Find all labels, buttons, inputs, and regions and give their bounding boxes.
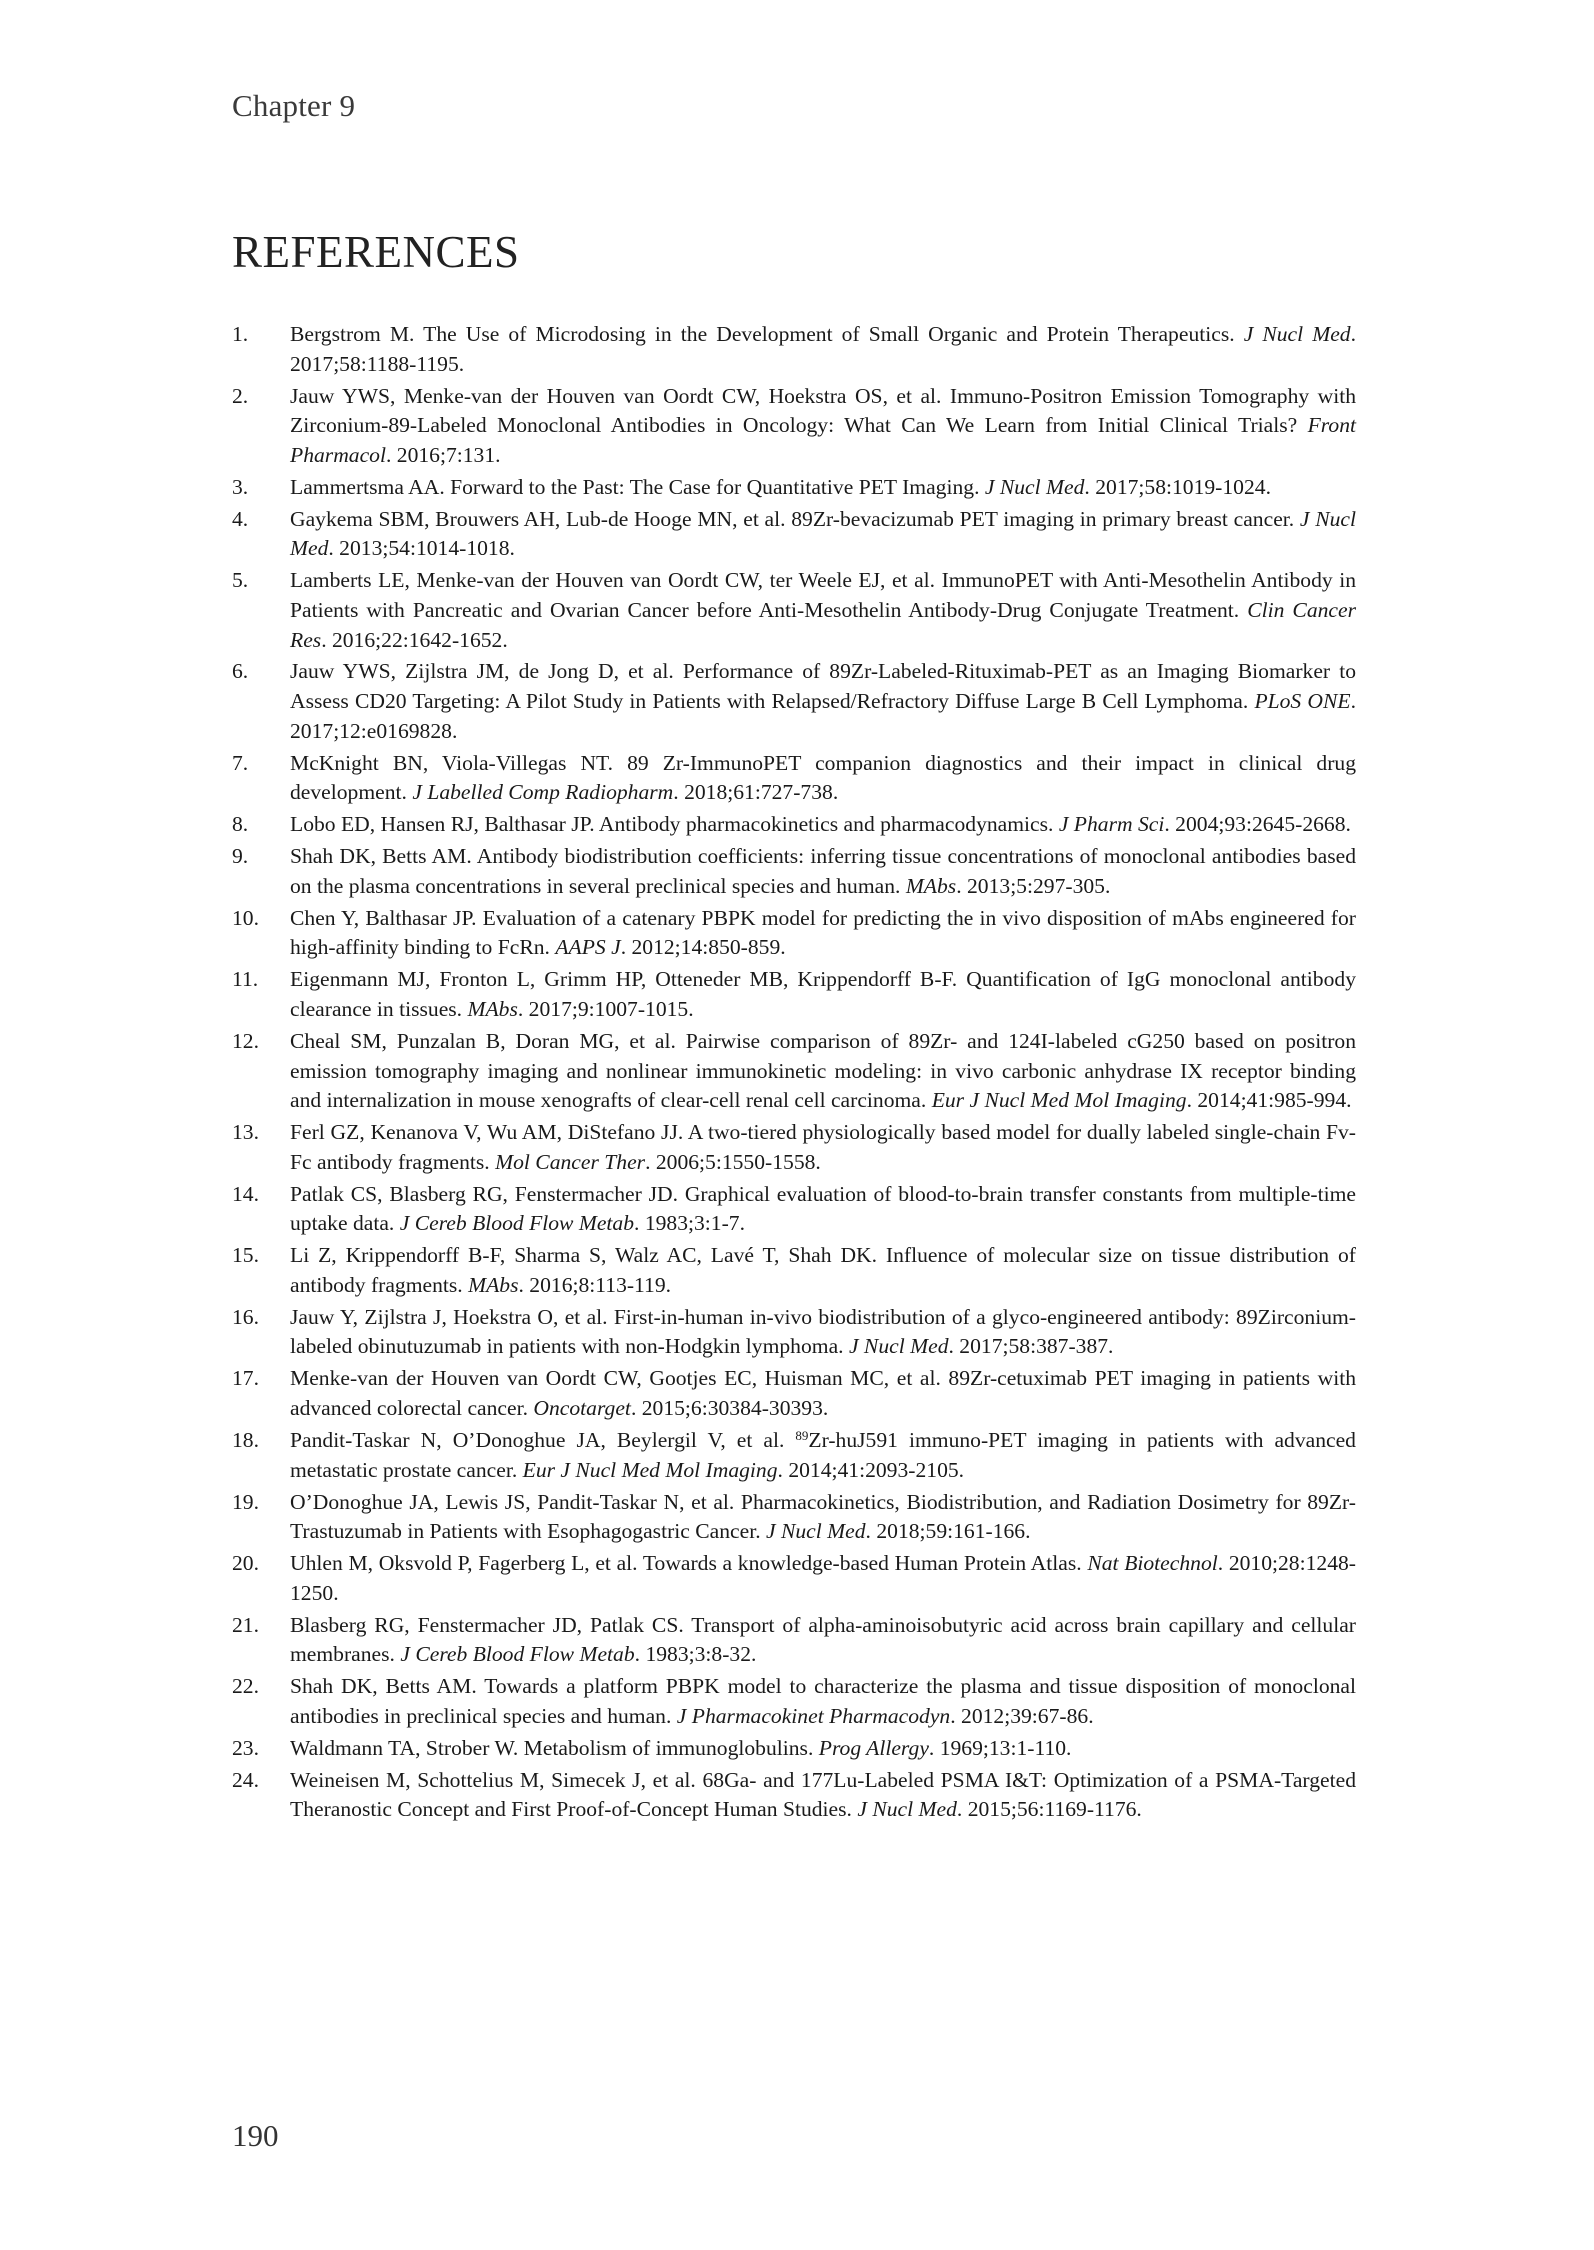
journal-name: Front Pharmacol bbox=[290, 413, 1356, 467]
reference-item bbox=[232, 1766, 1356, 1825]
reference-number: 15. bbox=[232, 1243, 259, 1268]
journal-name: PLoS ONE bbox=[1254, 689, 1351, 714]
journal-name: Prog Allergy bbox=[818, 1735, 929, 1760]
reference-number: 2. bbox=[232, 383, 249, 408]
journal-name: J Nucl Med bbox=[766, 1519, 866, 1544]
reference-item bbox=[232, 320, 1356, 379]
reference-item bbox=[232, 965, 1356, 1024]
reference-text: Eigenmann MJ, Fronton L, Grimm HP, Otteneder MB, Krippendorff B-F. Quantification of IgG monoclonal antibody clearance in tissues. MAbs. 2017;9:1007-1015. bbox=[290, 967, 1356, 1021]
reference-number: 13. bbox=[232, 1120, 259, 1145]
reference-text: Patlak CS, Blasberg RG, Fenstermacher JD. Graphical evaluation of blood-to-brain transfer constants from multiple-time uptake data. J Cereb Blood Flow Metab. 1983;3:1-7. bbox=[290, 1181, 1356, 1236]
reference-number: 18. bbox=[232, 1428, 259, 1453]
reference-item bbox=[232, 1118, 1356, 1177]
reference-number: 21. bbox=[232, 1612, 259, 1637]
reference-text: Ferl GZ, Kenanova V, Wu AM, DiStefano JJ. A two-tiered physiologically based model for dually labeled single-chain Fv-Fc antibody fragments. Mol Cancer Ther. 2006;5:1550-1558. bbox=[290, 1120, 1356, 1174]
journal-name: J Nucl Med bbox=[857, 1797, 957, 1822]
journal-name: J Nucl Med bbox=[290, 506, 1356, 561]
reference-text: Shah DK, Betts AM. Towards a platform PBPK model to characterize the plasma and tissue disposition of monoclonal antibodies in preclinical species and human. J Pharmacokinet Pharmacodyn. 2012;39:67-86. bbox=[290, 1674, 1356, 1728]
reference-text: Cheal SM, Punzalan B, Doran MG, et al. Pairwise comparison of 89Zr- and 124I-labeled cG250 based on positron emission tomography imaging and nonlinear immunokinetic modeling: in vivo carbonic anhydrase IX receptor binding and internalization in mouse xenografts of clear-cell renal cell carcinoma. Eur J Nucl Med Mol Imaging. 2014;41:985-994. bbox=[290, 1028, 1356, 1113]
reference-number: 3. bbox=[232, 474, 249, 499]
reference-item bbox=[232, 1611, 1356, 1670]
running-header: Chapter 9 bbox=[232, 88, 356, 123]
reference-number: 11. bbox=[232, 967, 259, 992]
reference-item bbox=[232, 382, 1356, 471]
reference-text: Shah DK, Betts AM. Antibody biodistribution coefficients: inferring tissue concentrations of monoclonal antibodies based on the plasma concentrations in several preclinical species and human. MAbs. 2013;5:297-305. bbox=[290, 844, 1356, 898]
reference-text: Chen Y, Balthasar JP. Evaluation of a catenary PBPK model for predicting the in vivo disposition of mAbs engineered for high-affinity binding to FcRn. AAPS J. 2012;14:850-859. bbox=[290, 905, 1356, 960]
reference-text: Pandit-Taskar N, O’Donoghue JA, Beylergil V, et al. $^{89}$Zr-huJ591 immuno-PET imaging in patients with advanced metastatic prostate cancer. Eur J Nucl Med Mol Imaging. 2014;41:2093-2105. bbox=[290, 1428, 1356, 1482]
journal-name: AAPS J bbox=[555, 935, 621, 960]
reference-item bbox=[232, 1364, 1356, 1423]
journal-name: Clin Cancer Res bbox=[290, 597, 1356, 652]
reference-number: 5. bbox=[232, 568, 249, 593]
reference-item bbox=[232, 566, 1356, 655]
reference-number: 7. bbox=[232, 750, 249, 775]
reference-item bbox=[232, 1303, 1356, 1362]
reference-text: Lammertsma AA. Forward to the Past: The Case for Quantitative PET Imaging. J Nucl Med. 2017;58:1019-1024. bbox=[290, 474, 1271, 499]
journal-name: J Nucl Med bbox=[984, 474, 1085, 499]
reference-number: 6. bbox=[232, 659, 249, 684]
reference-item bbox=[232, 657, 1356, 746]
reference-text: Blasberg RG, Fenstermacher JD, Patlak CS. Transport of alpha-aminoisobutyric acid across brain capillary and cellular membranes. J Cereb Blood Flow Metab. 1983;3:8-32. bbox=[290, 1612, 1356, 1667]
reference-text: Jauw YWS, Zijlstra JM, de Jong D, et al. Performance of 89Zr-Labeled-Rituximab-PET as an Imaging Biomarker to Assess CD20 Targeting: A Pilot Study in Patients with Relapsed/Refractory Diffuse Large B Cell Lymphoma. PLoS ONE. 2017;12:e0169828. bbox=[290, 659, 1356, 743]
reference-item bbox=[232, 1549, 1356, 1608]
journal-name: Oncotarget bbox=[533, 1396, 631, 1421]
reference-number: 8. bbox=[232, 812, 249, 837]
journal-name: J Nucl Med bbox=[848, 1334, 949, 1359]
reference-item bbox=[232, 1672, 1356, 1731]
reference-text: Uhlen M, Oksvold P, Fagerberg L, et al. Towards a knowledge-based Human Protein Atlas. Nat Biotechnol. 2010;28:1248-1250. bbox=[290, 1551, 1356, 1605]
journal-name: J Pharm Sci bbox=[1058, 812, 1165, 837]
reference-number: 19. bbox=[232, 1489, 259, 1514]
reference-text: Gaykema SBM, Brouwers AH, Lub-de Hooge MN, et al. 89Zr-bevacizumab PET imaging in primary breast cancer. J Nucl Med. 2013;54:1014-1018. bbox=[290, 506, 1356, 561]
reference-text: Waldmann TA, Strober W. Metabolism of immunoglobulins. Prog Allergy. 1969;13:1-110. bbox=[290, 1735, 1072, 1760]
reference-item bbox=[232, 842, 1356, 901]
reference-number: 9. bbox=[232, 844, 249, 869]
reference-text: Jauw Y, Zijlstra J, Hoekstra O, et al. First-in-human in-vivo biodistribution of a glyco-engineered antibody: 89Zirconium-labeled obinutuzumab in patients with non-Hodgkin lymphoma. J Nucl Med. 2017;58:387-387. bbox=[290, 1304, 1356, 1359]
reference-number: 20. bbox=[232, 1551, 259, 1576]
reference-text: Lobo ED, Hansen RJ, Balthasar JP. Antibody pharmacokinetics and pharmacodynamics. J Pharm Sci. 2004;93:2645-2668. bbox=[290, 812, 1351, 837]
reference-item bbox=[232, 1027, 1356, 1116]
isotope-superscript: 89 bbox=[795, 1428, 809, 1444]
reference-number: 23. bbox=[232, 1735, 259, 1760]
reference-number: 1. bbox=[232, 322, 249, 346]
journal-name: MAbs bbox=[468, 1272, 519, 1297]
reference-number: 22. bbox=[232, 1674, 259, 1699]
reference-item bbox=[232, 810, 1356, 840]
page-number: 190 bbox=[232, 2118, 279, 2153]
reference-number: 14. bbox=[232, 1181, 259, 1206]
reference-text: Lamberts LE, Menke-van der Houven van Oordt CW, ter Weele EJ, et al. ImmunoPET with Anti-Mesothelin Antibody in Patients with Pancreatic and Ovarian Cancer before Anti-Mesothelin Antibody-Drug Conjugate Treatment. Clin Cancer Res. 2016;22:1642-1652. bbox=[290, 568, 1356, 652]
reference-text: Weineisen M, Schottelius M, Simecek J, et al. 68Ga- and 177Lu-Labeled PSMA I&T: Optimization of a PSMA-Targeted Theranostic Concept and First Proof-of-Concept Human Studies. J Nucl Med. 2015;56:1169-1176. bbox=[290, 1767, 1356, 1822]
journal-name: J Cereb Blood Flow Metab bbox=[399, 1211, 635, 1236]
reference-text: McKnight BN, Viola-Villegas NT. 89 Zr-ImmunoPET companion diagnostics and their impact in clinical drug development. J Labelled Comp Radiopharm. 2018;61:727-738. bbox=[290, 750, 1356, 805]
reference-text: Jauw YWS, Menke-van der Houven van Oordt CW, Hoekstra OS, et al. Immuno-Positron Emission Tomography with Zirconium-89-Labeled Monoclonal Antibodies in Oncology: What Can We Learn from Initial Clinical Trials? Front Pharmacol. 2016;7:131. bbox=[290, 383, 1356, 467]
reference-item bbox=[232, 1180, 1356, 1239]
section-title: REFERENCES bbox=[232, 227, 520, 277]
reference-list bbox=[232, 320, 1356, 1827]
reference-text: Bergstrom M. The Use of Microdosing in the Development of Small Organic and Protein Therapeutics. J Nucl Med. 2017;58:1188-1195. bbox=[290, 322, 1356, 376]
reference-text: Li Z, Krippendorff B-F, Sharma S, Walz AC, Lavé T, Shah DK. Influence of molecular size on tissue distribution of antibody fragments. MAbs. 2016;8:113-119. bbox=[290, 1243, 1356, 1297]
reference-item bbox=[232, 1488, 1356, 1547]
reference-number: 4. bbox=[232, 506, 249, 531]
reference-text: O’Donoghue JA, Lewis JS, Pandit-Taskar N, et al. Pharmacokinetics, Biodistribution, and Radiation Dosimetry for 89Zr-Trastuzumab in Patients with Esophagogastric Cancer. J Nucl Med. 2018;59:161-166. bbox=[290, 1489, 1356, 1544]
reference-item bbox=[232, 749, 1356, 808]
journal-name: MAbs bbox=[905, 873, 957, 898]
journal-name: Eur J Nucl Med Mol Imaging bbox=[522, 1457, 778, 1482]
reference-item bbox=[232, 505, 1356, 564]
reference-number: 17. bbox=[232, 1366, 259, 1391]
journal-name: J Pharmacokinet Pharmacodyn bbox=[676, 1703, 951, 1728]
journal-name: MAbs bbox=[467, 996, 518, 1021]
reference-number: 12. bbox=[232, 1028, 259, 1053]
journal-name: Eur J Nucl Med Mol Imaging bbox=[931, 1088, 1187, 1113]
journal-name: Mol Cancer Ther bbox=[495, 1149, 646, 1174]
journal-name: J Nucl Med bbox=[1243, 322, 1351, 346]
reference-item bbox=[232, 904, 1356, 963]
reference-number: 16. bbox=[232, 1304, 259, 1329]
reference-number: 10. bbox=[232, 905, 259, 930]
journal-name: Nat Biotechnol bbox=[1087, 1551, 1218, 1576]
reference-item bbox=[232, 1241, 1356, 1300]
reference-item bbox=[232, 473, 1356, 503]
journal-name: J Cereb Blood Flow Metab bbox=[400, 1642, 635, 1667]
reference-item bbox=[232, 1734, 1356, 1764]
journal-name: J Labelled Comp Radiopharm bbox=[412, 780, 674, 805]
reference-number: 24. bbox=[232, 1767, 259, 1792]
reference-item bbox=[232, 1426, 1356, 1485]
reference-text: Menke-van der Houven van Oordt CW, Gootjes EC, Huisman MC, et al. 89Zr-cetuximab PET imaging in patients with advanced colorectal cancer. Oncotarget. 2015;6:30384-30393. bbox=[290, 1366, 1356, 1421]
